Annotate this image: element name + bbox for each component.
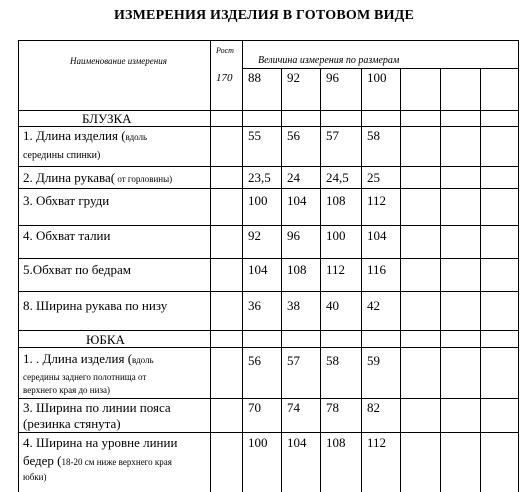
header-sizes-col: Величина измерения по размерам [258, 55, 400, 66]
size-96: 96 [326, 70, 339, 85]
col-divider-name [210, 40, 211, 492]
col-divider-e2 [480, 68, 481, 492]
table-border-right [518, 40, 519, 492]
row-value: 82 [367, 400, 380, 415]
col-divider-96 [361, 68, 362, 492]
size-88: 88 [248, 70, 261, 85]
row-label: 4. Обхват талии [23, 228, 111, 243]
row-label: 8. Ширина рукава по низу [23, 298, 168, 313]
row-label-cont: середины заднего полотнища от [23, 372, 147, 382]
row-value: 56 [287, 128, 300, 143]
header-height-value: 170 [216, 72, 233, 84]
row-label: 2. Длина рукава( от горловины) [23, 170, 173, 185]
row-line-5 [18, 291, 519, 292]
row-label-cont: верхнего края до низа) [23, 385, 110, 395]
row-line-1 [18, 166, 519, 167]
size-92: 92 [287, 70, 300, 85]
row-label: 3. Ширина по линии пояса [23, 400, 171, 415]
row-value: 96 [287, 228, 300, 243]
row-value: 78 [326, 400, 339, 415]
row-value: 104 [287, 435, 307, 450]
row-value: 112 [326, 262, 346, 277]
row-value: 104 [287, 193, 307, 208]
col-divider-88 [281, 68, 282, 492]
row-label-cont: середины спинки) [23, 150, 101, 161]
row-value: 58 [326, 353, 339, 368]
header-name-col: Наименование измерения [70, 56, 167, 66]
row-value: 100 [326, 228, 346, 243]
row-value: 24 [287, 170, 300, 185]
row-line-4 [18, 258, 519, 259]
col-divider-100 [400, 68, 401, 492]
row-value: 108 [326, 193, 346, 208]
row-value: 59 [367, 353, 380, 368]
table-border-top [18, 40, 519, 41]
header-height-col: Рост [216, 46, 234, 55]
row-line-8 [18, 432, 519, 433]
row-value: 55 [248, 128, 261, 143]
row-line-3 [18, 225, 519, 226]
row-value: 25 [367, 170, 380, 185]
row-value: 74 [287, 400, 300, 415]
row-value: 100 [248, 193, 268, 208]
document-title: ИЗМЕРЕНИЯ ИЗДЕЛИЯ В ГОТОВОМ ВИДЕ [113, 8, 415, 23]
table-border-left [18, 40, 19, 492]
row-label-cont: юбки) [23, 472, 47, 482]
row-line-6 [18, 330, 519, 331]
row-value: 100 [248, 435, 268, 450]
row-value: 57 [287, 353, 300, 368]
col-divider-e1 [440, 68, 441, 492]
row-value: 70 [248, 400, 261, 415]
row-label-cont: бедер (18-20 см ниже верхнего края [23, 453, 172, 468]
row-label: 3. Обхват груди [23, 193, 110, 208]
row-value: 57 [326, 128, 339, 143]
row-label: 4. Ширина на уровне линии [23, 435, 178, 450]
row-line-2 [18, 188, 519, 189]
row-value: 104 [248, 262, 268, 277]
row-value: 56 [248, 353, 261, 368]
row-line-7 [18, 398, 519, 399]
row-value: 92 [248, 228, 261, 243]
row-label: 1. . Длина изделия (вдоль [23, 351, 154, 366]
row-label: 1. Длина изделия (вдоль [23, 128, 148, 143]
row-value: 42 [367, 298, 380, 313]
row-value: 58 [367, 128, 380, 143]
size-100: 100 [367, 70, 387, 85]
header-sizes-line [242, 68, 519, 69]
row-label-cont: (резинка стянута) [23, 416, 121, 431]
row-value: 112 [367, 435, 387, 450]
section-blouse: БЛУЗКА [82, 111, 132, 126]
row-value: 23,5 [248, 170, 271, 185]
row-value: 108 [287, 262, 307, 277]
row-value: 112 [367, 193, 387, 208]
row-value: 24,5 [326, 170, 349, 185]
row-label: 5.Обхват по бедрам [23, 262, 131, 277]
col-divider-height [242, 40, 243, 492]
row-value: 38 [287, 298, 300, 313]
section-skirt: ЮБКА [86, 332, 125, 347]
row-value: 36 [248, 298, 261, 313]
row-value: 40 [326, 298, 339, 313]
col-divider-92 [320, 68, 321, 492]
row-value: 116 [367, 262, 387, 277]
row-value: 108 [326, 435, 346, 450]
row-value: 104 [367, 228, 387, 243]
